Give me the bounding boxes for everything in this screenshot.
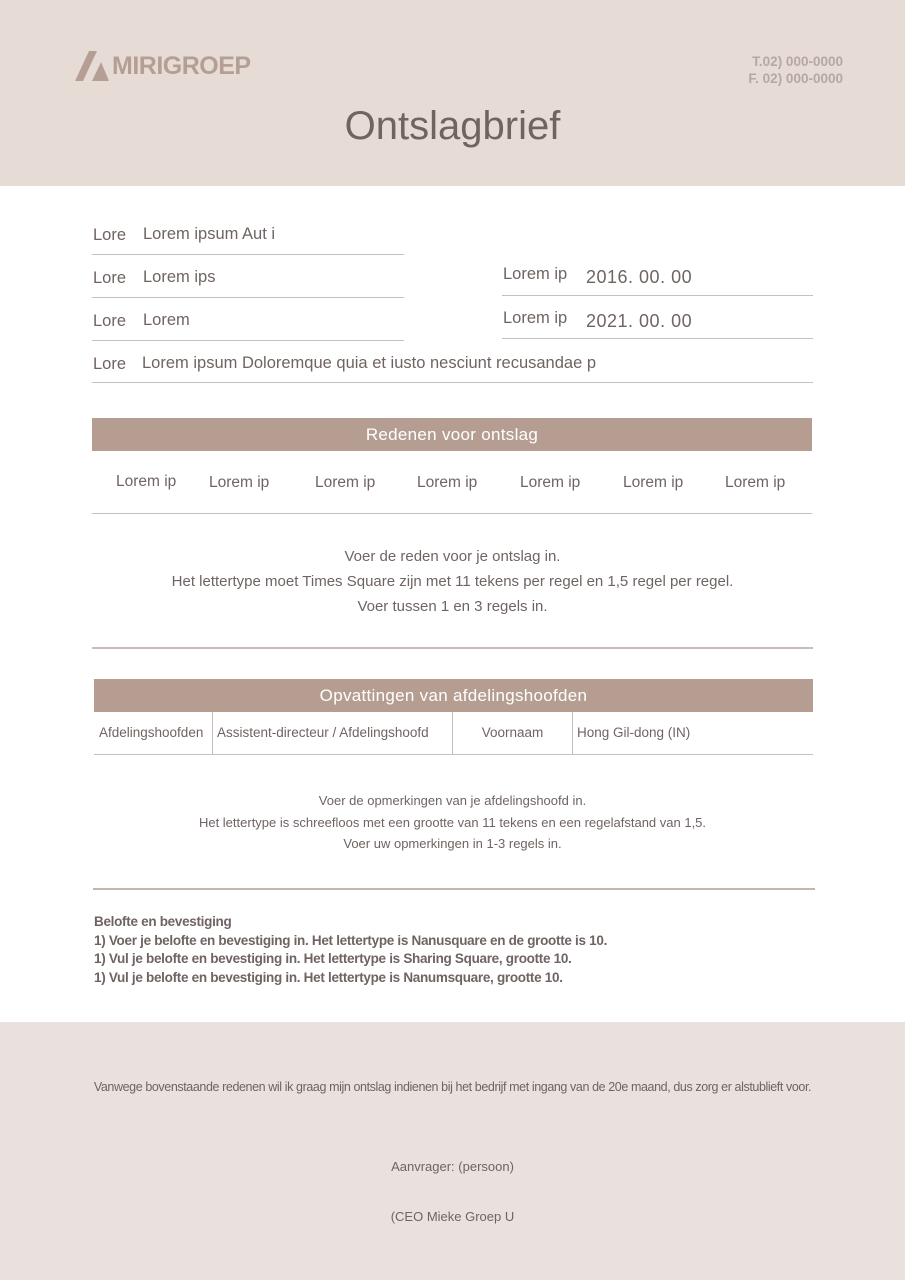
field-date-2[interactable] [502,297,813,339]
reason-option[interactable]: Lorem ip [725,474,786,491]
company-logo [75,50,251,82]
field-row-4[interactable] [92,341,813,383]
pledge-line: 1) Vul je belofte en bevestiging in. Het lettertype is Sharing Square, grootte 10. [94,951,572,966]
instruction-line: Het lettertype moet Times Square zijn met 11 tekens per regel en 1,5 regel per regel. [171,573,734,590]
field-label: Lore [93,226,127,244]
logo-mark-icon [75,51,111,81]
field-row-1[interactable] [92,213,404,255]
opinions-heading: Opvattingen van afdelingshoofden [94,679,813,712]
contact-info [748,53,843,87]
reasons-instructions[interactable] [0,544,905,619]
field-row-2[interactable] [92,256,404,298]
table-cell-position: Assistent-directeur / Afdelingshoofd [213,712,453,754]
reason-option[interactable]: Lorem ip [209,474,270,491]
field-label: Lore [93,312,127,330]
pledge-line: 1) Voer je belofte en bevestiging in. Het lettertype is Nanusquare en de grootte is 10. [94,932,608,948]
footer [0,1022,905,1280]
reason-option[interactable]: Lorem ip [417,474,478,491]
field-label: Lore [93,355,127,373]
table-cell-name-label: Voornaam [453,712,573,754]
pledge-block[interactable] [94,913,607,987]
header [0,0,905,186]
field-date-value: 2016. 00. 00 [586,267,693,287]
applicant-line[interactable]: Aanvrager: (persoon) [391,1159,514,1174]
instruction-line: Voer uw opmerkingen in 1-3 regels in. [343,836,562,851]
table-cell-role: Afdelingshoofden [94,712,213,754]
reason-options [92,451,812,514]
divider [92,647,813,649]
field-date-value: 2021. 00. 00 [586,311,693,331]
instruction-line: Voer tussen 1 en 3 regels in. [357,598,548,615]
reasons-heading: Redenen voor ontslag [92,418,812,451]
phone-number: T.02) 000-0000 [752,54,843,69]
field-date-1[interactable] [502,254,813,296]
reason-option[interactable]: Lorem ip [623,474,684,491]
reason-option[interactable]: Lorem ip [116,473,177,490]
ceo-line[interactable]: (CEO Mieke Groep U [390,1209,515,1224]
field-label: Lorem ip [503,309,568,327]
page-title: Ontslagbrief [344,104,561,148]
instruction-line: Het lettertype is schreefloos met een grootte van 11 tekens en een regelafstand van 1,5. [198,814,707,830]
table-cell-name-value[interactable]: Hong Gil-dong (IN) [577,725,691,740]
field-value: Lorem [143,311,190,329]
field-value: Lorem ipsum Doloremque quia et iusto nesciunt recusandae p [142,354,597,372]
instruction-line: Voer de reden voor je ontslag in. [344,548,561,565]
field-label: Lore [93,269,127,287]
opinions-instructions[interactable] [0,790,905,855]
reason-option[interactable]: Lorem ip [520,474,581,491]
opinions-table [94,712,813,755]
fax-number: F. 02) 000-0000 [748,71,843,86]
field-row-3[interactable] [92,299,404,341]
instruction-line: Voer de opmerkingen van je afdelingshoofd in. [318,793,587,808]
pledge-line: 1) Vul je belofte en bevestiging in. Het lettertype is Nanumsquare, grootte 10. [94,969,563,985]
reason-option[interactable]: Lorem ip [315,474,376,491]
field-label: Lorem ip [503,265,568,283]
field-value: Lorem ips [143,268,216,286]
divider [93,888,815,890]
pledge-title: Belofte en bevestiging [94,914,232,929]
brand-name: MIRIGROEP [112,51,251,80]
resignation-statement: Vanwege bovenstaande redenen wil ik graag mijn ontslag indienen bij het bedrijf met ingang van de 20e maand, dus zorg er alstublieft voor. [93,1080,812,1094]
field-value: Lorem ipsum Aut i [143,225,276,243]
